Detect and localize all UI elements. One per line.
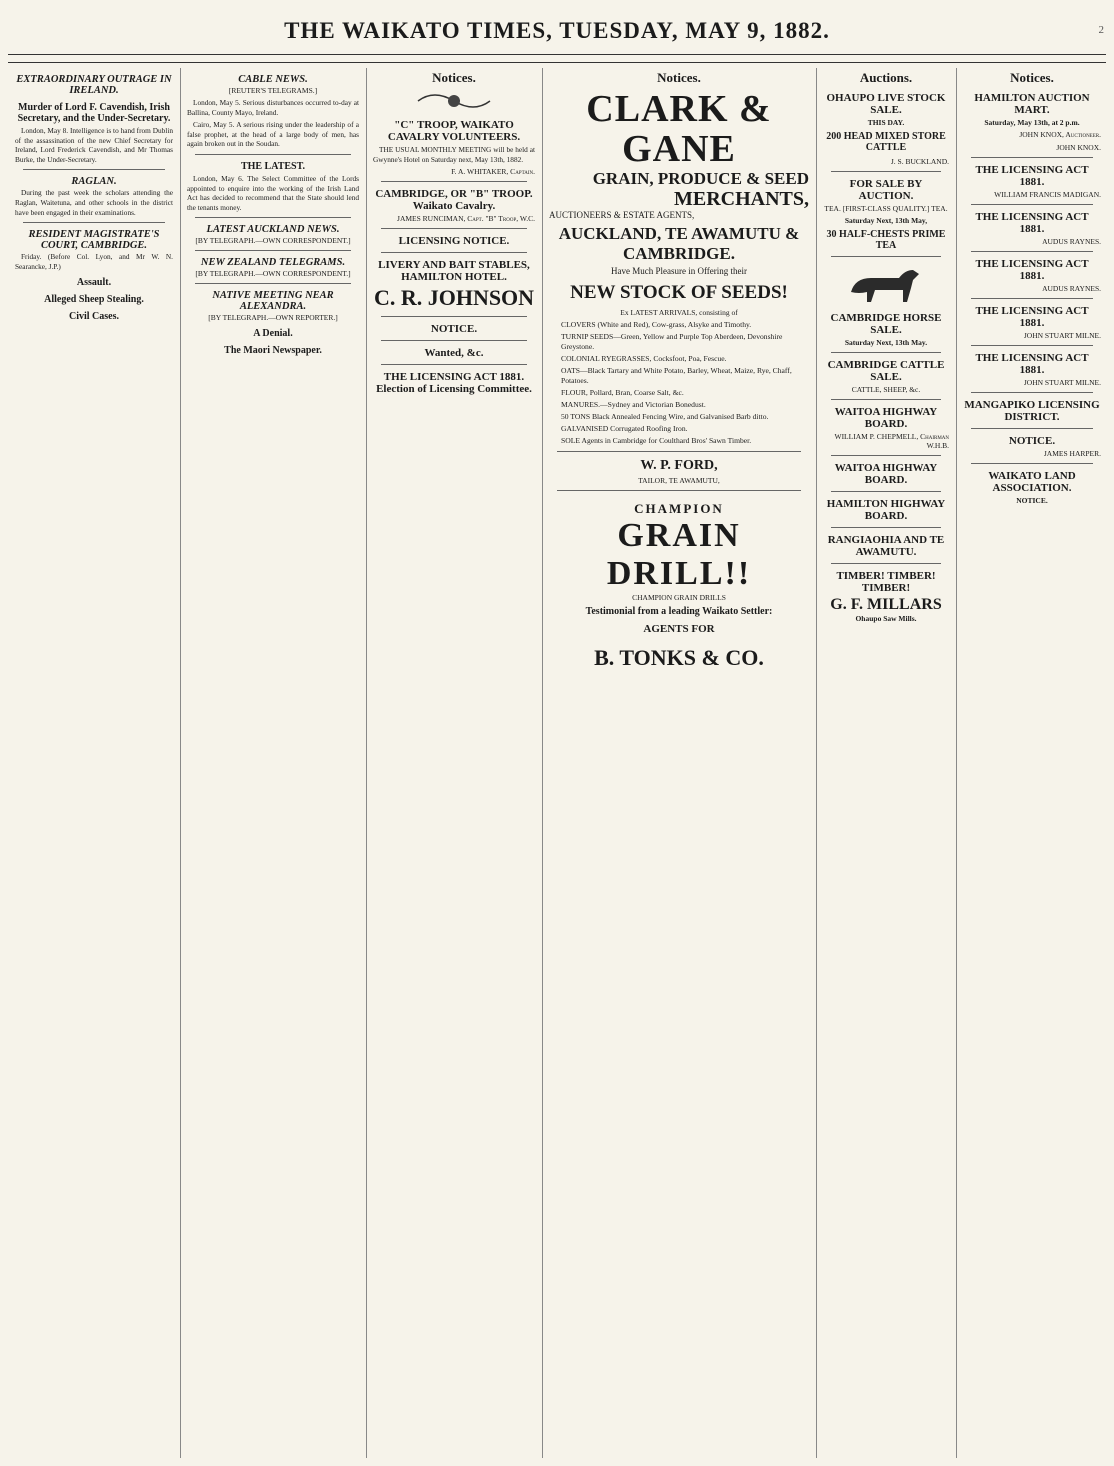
divider (831, 491, 941, 492)
ad-signature: WILLIAM FRANCIS MADIGAN. (994, 190, 1101, 199)
ad-title: FOR SALE BY AUCTION. (849, 178, 923, 202)
ad-title: RANGIAOHIA AND TE AWAMUTU. (827, 534, 945, 558)
article-text: London, May 5. Serious disturbances occurred to-day at Ballina, County Mayo, Ireland. (187, 98, 359, 117)
newspaper-title: THE WAIKATO TIMES, TUESDAY, MAY 9, 1882. (284, 18, 830, 43)
column-notices-1 (368, 68, 540, 1460)
ad-title: CAMBRIDGE, OR "B" TROOP. Waikato Cavalry. (375, 188, 533, 213)
ad-title: WAITOA HIGHWAY BOARD. (834, 462, 938, 486)
divider (195, 283, 351, 284)
ad-title: WAITOA HIGHWAY BOARD. (834, 406, 938, 430)
headline: LATEST AUCKLAND NEWS. (206, 224, 340, 236)
ad-title: CAMBRIDGE HORSE SALE. (830, 312, 942, 336)
ad-title: HAMILTON HIGHWAY BOARD. (826, 498, 946, 522)
seed-list-item: SOLE Agents in Cambridge for Coulthard Bros' Sawn Timber. (561, 436, 752, 445)
seed-list-item: COLONIAL RYEGRASSES, Cocksfoot, Poa, Fescue. (561, 354, 727, 363)
ad-date: Saturday Next, 13th May. (844, 338, 928, 347)
divider (831, 563, 941, 564)
ad-title: THE LICENSING ACT 1881. (975, 258, 1089, 282)
subheadline: The Maori Newspaper. (224, 345, 322, 357)
ad-title: NOTICE. (430, 323, 478, 336)
ad-headline: CHAMPION (634, 501, 724, 516)
ad-signature: J. S. BUCKLAND. (890, 157, 949, 166)
ad-title: WAIKATO LAND ASSOCIATION. (988, 470, 1076, 494)
ad-title: OHAUPO LIVE STOCK SALE. (826, 92, 946, 116)
headline: EXTRAORDINARY OUTRAGE IN IRELAND. (16, 74, 172, 96)
section-title: Notices. (432, 70, 476, 85)
divider (381, 316, 527, 317)
divider (971, 251, 1093, 252)
ad-subtitle: TAILOR, TE AWAMUTU, (638, 476, 720, 485)
divider (831, 455, 941, 456)
ad-signature: JOHN KNOX. (1056, 143, 1101, 152)
subheadline: Murder of Lord F. Cavendish, Irish Secretary, and the Under-Secretary. (17, 102, 171, 124)
seed-list-item: OATS—Black Tartary and White Potato, Barley, Wheat, Maize, Rye, Chaff, Potatoes. (561, 366, 792, 385)
section-title: Notices. (657, 70, 701, 85)
ad-subtitle: CATTLE, SHEEP, &c. (851, 385, 921, 394)
dateline: [REUTER'S TELEGRAMS.] (228, 86, 318, 95)
ad-signature: AUDUS RAYNES. (1042, 284, 1101, 293)
article-text: Friday. (Before Col. Lyon, and Mr W. N. Searancke, J.P.) (15, 252, 173, 271)
seed-list-item: FLOUR, Pollard, Bran, Coarse Salt, &c. (561, 388, 684, 397)
ad-signature: AUDUS RAYNES. (1042, 237, 1101, 246)
ad-title: THE LICENSING ACT 1881. (975, 352, 1089, 376)
advertiser-name: G. F. MILLARS (830, 596, 942, 613)
masthead-rule (8, 54, 1106, 55)
ad-title: NOTICE. (1008, 435, 1056, 447)
seed-list-item: TURNIP SEEDS—Green, Yellow and Purple Top Aberdeen, Devonshire Greystone. (561, 332, 783, 351)
advertiser-brand: CLARK & GANE (586, 88, 772, 170)
advertiser-name: C. R. JOHNSON (373, 285, 535, 311)
divider (831, 527, 941, 528)
ad-headline: 200 HEAD MIXED STORE CATTLE (826, 131, 946, 153)
ad-title: HAMILTON AUCTION MART. (974, 92, 1090, 116)
divider (381, 340, 527, 341)
divider (971, 345, 1093, 346)
divider (831, 352, 941, 353)
ad-title: LIVERY AND BAIT STABLES, HAMILTON HOTEL. (378, 259, 530, 284)
divider (195, 154, 351, 155)
ad-title: W. P. FORD, (640, 458, 718, 473)
ad-signature: JAMES HARPER. (1043, 449, 1101, 458)
page-number: 2 (1098, 24, 1104, 36)
ad-headline: 30 HALF-CHESTS PRIME TEA (826, 229, 946, 251)
divider (831, 399, 941, 400)
divider (557, 490, 801, 491)
ad-title: CAMBRIDGE CATTLE SALE. (827, 359, 945, 383)
ad-date: Saturday Next, 13th May, (844, 216, 928, 225)
divider (831, 256, 941, 257)
ad-signature: WILLIAM P. CHEPMELL, Chairman W.H.B. (834, 432, 949, 450)
ad-subtitle: Have Much Pleasure in Offering their (610, 266, 748, 276)
dateline: [BY TELEGRAPH.—OWN CORRESPONDENT.] (195, 269, 351, 279)
divider (971, 428, 1093, 429)
divider (381, 252, 527, 253)
subheadline: Assault. (76, 277, 112, 289)
ad-title: MANGAPIKO LICENSING DISTRICT. (964, 399, 1100, 423)
divider (195, 217, 351, 218)
divider (23, 222, 165, 223)
divider (23, 169, 165, 170)
ad-text: THE USUAL MONTHLY MEETING will be held at Gwynne's Hotel on Saturday next, May 13th, 1882. (373, 145, 535, 164)
column-news-2 (182, 68, 364, 1460)
dateline: [BY TELEGRAPH.—OWN CORRESPONDENT.] (195, 236, 351, 246)
divider (971, 463, 1093, 464)
ad-title: THE LICENSING ACT 1881. (975, 211, 1089, 235)
ad-date: Saturday, May 13th, at 2 p.m. (984, 118, 1080, 127)
ad-signature: F. A. WHITAKER, Captain. (451, 167, 535, 177)
divider (195, 250, 351, 251)
headline: THE LATEST. (240, 160, 306, 172)
column-auctions (818, 68, 954, 1460)
ad-headline: NEW STOCK OF SEEDS! (570, 282, 788, 303)
seed-list-item: CLOVERS (White and Red), Cow-grass, Alsyke and Timothy. (561, 320, 752, 329)
column-divider (542, 68, 543, 1458)
ad-title: LICENSING NOTICE. (398, 235, 510, 248)
ad-headline: MERCHANTS, (673, 188, 809, 210)
ad-headline: GRAIN DRILL!! (606, 517, 752, 592)
section-title: Auctions. (859, 70, 913, 85)
ad-title: TIMBER! TIMBER! TIMBER! (836, 570, 936, 594)
column-divider (180, 68, 181, 1458)
ad-title: "C" TROOP, WAIKATO CAVALRY VOLUNTEERS. (387, 119, 521, 143)
column-advertisements (544, 68, 814, 1460)
headline: NATIVE MEETING NEAR ALEXANDRA. (212, 290, 334, 313)
column-divider (956, 68, 957, 1458)
crest-icon (414, 89, 494, 113)
subheadline: A Denial. (253, 328, 293, 340)
divider (831, 171, 941, 172)
seed-list-item: 50 TONS Black Annealed Fencing Wire, and Galvanised Barb ditto. (561, 412, 769, 421)
ad-subtitle: CHAMPION GRAIN DRILLS (632, 593, 726, 602)
divider (971, 298, 1093, 299)
ad-subtitle: AUCTIONEERS & ESTATE AGENTS, (549, 210, 695, 220)
column-divider (366, 68, 367, 1458)
seed-list-item: GALVANISED Corrugated Roofing Iron. (561, 424, 688, 433)
column-divider (816, 68, 817, 1458)
seed-list (549, 320, 809, 446)
ad-headline: AUCKLAND, TE AWAMUTU & CAMBRIDGE. (558, 224, 800, 263)
ad-subtitle: NOTICE. (1016, 496, 1048, 505)
ad-signature: JOHN STUART MILNE. (1023, 331, 1101, 340)
ad-subtitle: Ex LATEST ARRIVALS, consisting of (620, 308, 738, 317)
headline: CABLE NEWS. (238, 74, 308, 85)
divider (971, 392, 1093, 393)
section-subtitle: Wanted, &c. (424, 347, 484, 360)
ad-title: THE LICENSING ACT 1881. (975, 305, 1089, 329)
ad-signature: JOHN KNOX, Auctioneer. (1019, 130, 1101, 139)
masthead (8, 10, 1106, 52)
horse-icon (841, 262, 931, 306)
divider (971, 204, 1093, 205)
ad-signature: JAMES RUNCIMAN, Capt. "B" Troop, W.C. (397, 214, 535, 224)
masthead-rule-lower (8, 62, 1106, 63)
testimonial-heading: Testimonial from a leading Waikato Settler: (585, 606, 773, 617)
headline: NEW ZEALAND TELEGRAMS. (200, 257, 346, 269)
article-text: Cairo, May 5. A serious rising under the leadership of a false prophet, at the head of a large body of men, has again broken out in the Soudan. (187, 120, 359, 149)
divider (971, 157, 1093, 158)
article-text: London, May 6. The Select Committee of the Lords appointed to enquire into the working of the Irish Land Act has decided to recommend that the State should lend the tenants money. (187, 173, 359, 212)
ad-signature: JOHN STUART MILNE. (1023, 378, 1101, 387)
ad-subtitle: THIS DAY. (867, 118, 905, 127)
headline: RAGLAN. (71, 176, 117, 188)
article-text: London, May 8. Intelligence is to hand from Dublin of the assassination of the new Chief Secretary for Ireland, Lord Frederick Cavendish, and Mr Thomas Burke, the Under-Secretary. (15, 126, 173, 164)
headline: RESIDENT MAGISTRATE'S COURT, CAMBRIDGE. (28, 229, 160, 252)
ad-headline: GRAIN, PRODUCE & SEED (592, 169, 809, 188)
ad-title: THE LICENSING ACT 1881. (975, 164, 1089, 188)
seed-list-item: MANURES.—Sydney and Victorian Bonedust. (561, 400, 706, 409)
ad-subtitle: Ohaupo Saw Mills. (855, 614, 917, 623)
divider (381, 181, 527, 182)
advertiser-name: B. TONKS & CO. (594, 645, 764, 670)
divider (381, 364, 527, 365)
subheadline: Alleged Sheep Stealing. (44, 294, 144, 306)
column-news-1 (10, 68, 178, 1460)
ad-subtitle: TEA. [FIRST-CLASS QUALITY.] TEA. (824, 204, 948, 213)
ad-title: AGENTS FOR (643, 623, 715, 635)
article-text: During the past week the scholars attending the Raglan, Waitetuna, and other schools in the district have been engaged in their examinations. (15, 188, 173, 217)
divider (381, 228, 527, 229)
subheadline: Civil Cases. (69, 311, 119, 323)
column-notices-2 (958, 68, 1106, 1460)
ad-title: THE LICENSING ACT 1881. Election of Licensing Committee. (376, 371, 532, 396)
section-title: Notices. (1010, 70, 1054, 85)
divider (557, 451, 801, 452)
dateline: [BY TELEGRAPH.—OWN REPORTER.] (208, 313, 338, 323)
